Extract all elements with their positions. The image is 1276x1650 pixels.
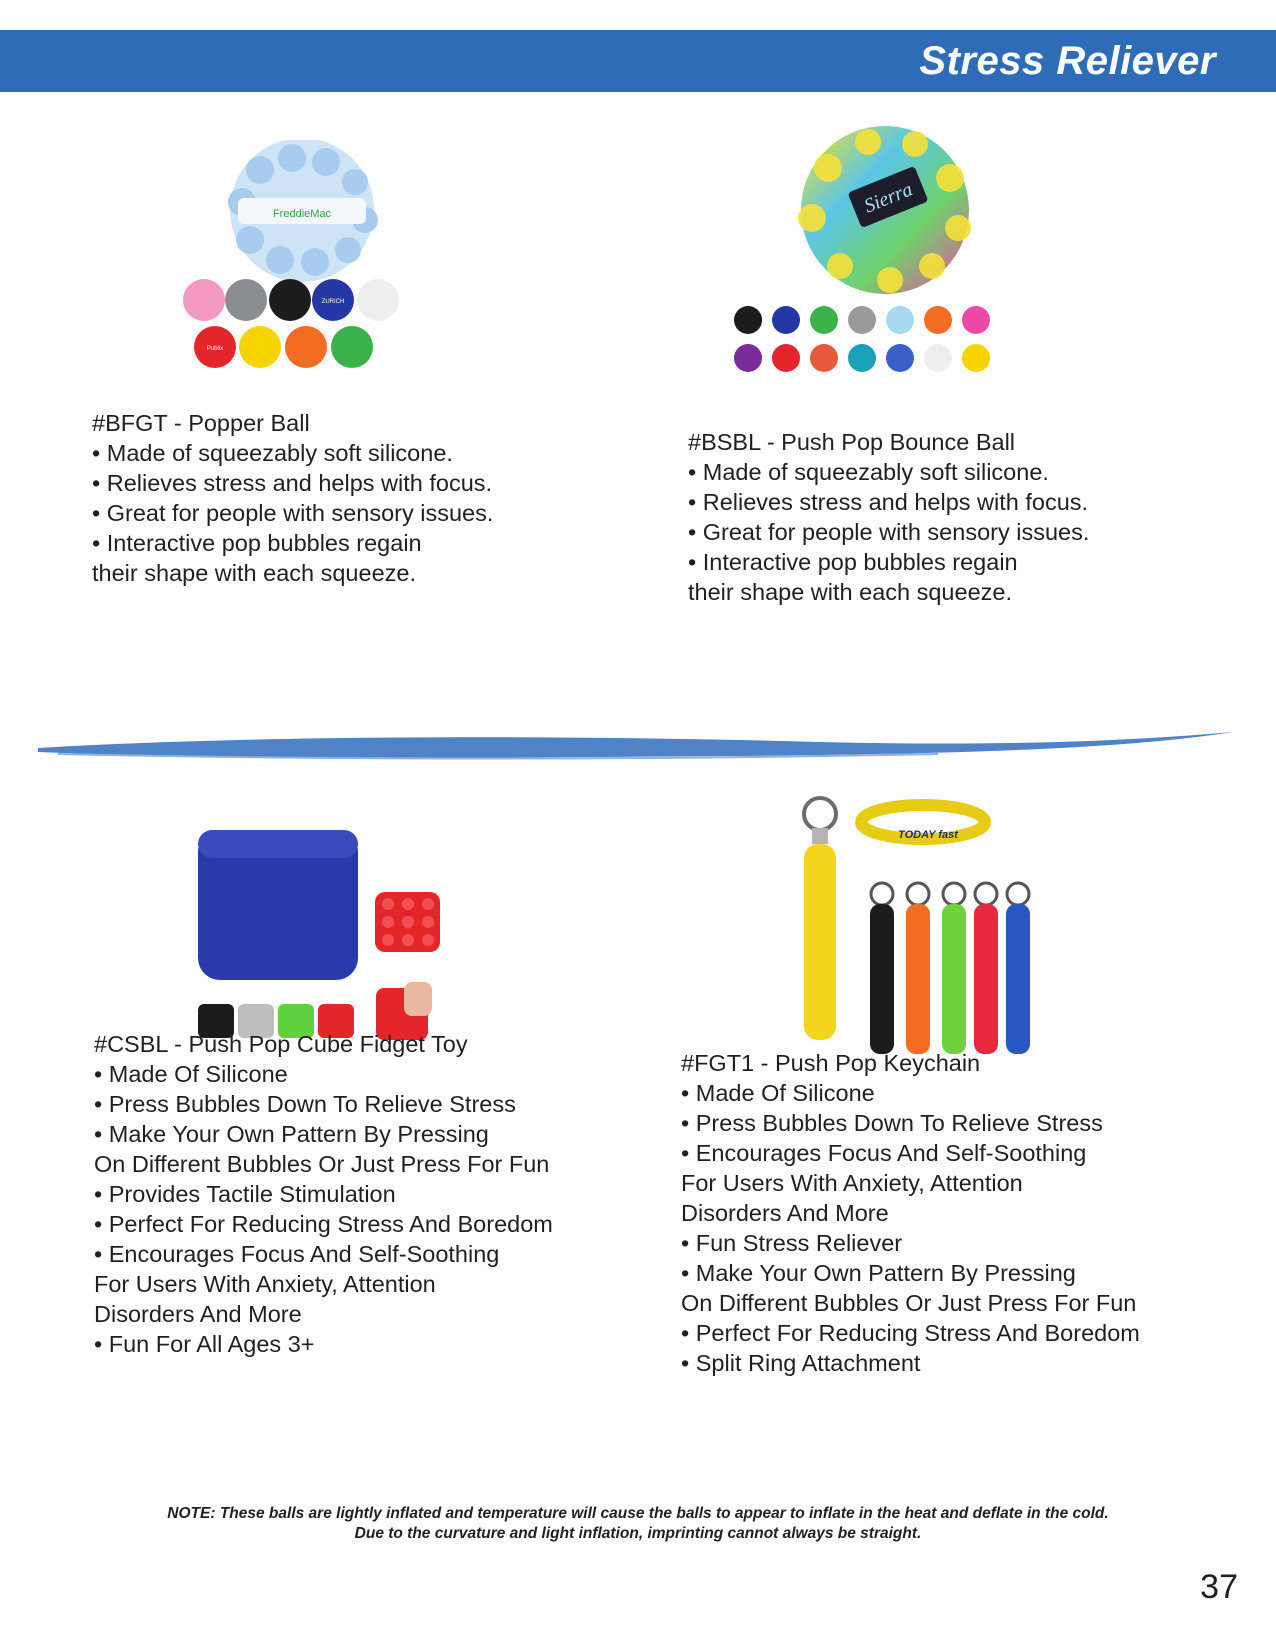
product-line: • Made Of Silicone [681, 1080, 875, 1106]
product-line: • Interactive pop bubbles regain [688, 549, 1018, 575]
product-line: #BFGT - Popper Ball [92, 410, 310, 436]
page-title: Stress Reliever [919, 39, 1216, 83]
product-line: • Made Of Silicone [94, 1061, 288, 1087]
product-line: • Interactive pop bubbles regain [92, 530, 422, 556]
product-line: • Relieves stress and helps with focus. [92, 470, 493, 496]
zurich-logo: ZURICH [321, 299, 345, 305]
product-bfgt-description [92, 408, 493, 588]
footnote-line-1: NOTE: These balls are lightly inflated and temperature will cause the balls to appear to inflate in the heat and deflate in the cold. [167, 1505, 1109, 1522]
product-line: • Press Bubbles Down To Relieve Stress [681, 1110, 1103, 1136]
product-line: • Made of squeezably soft silicone. [92, 440, 453, 466]
product-line: #FGT1 - Push Pop Keychain [681, 1050, 981, 1076]
product-line: • Encourages Focus And Self-Soothing [94, 1241, 500, 1267]
bounce-ball-colors [728, 300, 1008, 380]
todayfast-logo: TODAY fast [898, 829, 958, 841]
section-divider [38, 730, 1238, 770]
product-line: • Perfect For Reducing Stress And Boredom [681, 1320, 1140, 1346]
footnote-line-2: Due to the curvature and light inflation, imprinting cannot always be straight. [354, 1525, 922, 1542]
product-line: On Different Bubbles Or Just Press For Fun [681, 1290, 1137, 1316]
product-line: For Users With Anxiety, Attention [94, 1271, 436, 1297]
product-csbl-description [94, 1029, 553, 1359]
product-line: • Press Bubbles Down To Relieve Stress [94, 1091, 516, 1117]
page-number: 37 [1200, 1568, 1238, 1606]
product-line: • Great for people with sensory issues. [92, 500, 494, 526]
product-line: On Different Bubbles Or Just Press For Fun [94, 1151, 550, 1177]
product-line: Disorders And More [681, 1200, 889, 1226]
product-line: • Provides Tactile Stimulation [94, 1181, 396, 1207]
product-fgt1-description [681, 1048, 1140, 1378]
product-line: • Make Your Own Pattern By Pressing [94, 1121, 489, 1147]
product-line: their shape with each squeeze. [688, 579, 1012, 605]
product-line: Disorders And More [94, 1301, 302, 1327]
product-line: • Great for people with sensory issues. [688, 519, 1090, 545]
product-line: • Make Your Own Pattern By Pressing [681, 1260, 1076, 1286]
product-line: For Users With Anxiety, Attention [681, 1170, 1023, 1196]
product-line: #CSBL - Push Pop Cube Fidget Toy [94, 1031, 468, 1057]
product-line: #BSBL - Push Pop Bounce Ball [688, 429, 1016, 455]
sierra-logo: Sierra [861, 178, 916, 218]
product-line: • Encourages Focus And Self-Soothing [681, 1140, 1087, 1166]
product-line: • Perfect For Reducing Stress And Boredom [94, 1211, 553, 1237]
product-line: their shape with each squeeze. [92, 560, 416, 586]
popper-ball-image [180, 140, 430, 390]
product-line: • Fun Stress Reliever [681, 1230, 903, 1256]
keychain-image [798, 792, 1038, 1054]
publix-logo: Publix [206, 346, 224, 352]
product-line: • Made of squeezably soft silicone. [688, 459, 1049, 485]
footnote [0, 1504, 1276, 1544]
product-line: • Split Ring Attachment [681, 1350, 921, 1376]
header-bar [0, 30, 1276, 92]
product-bsbl-description [688, 427, 1089, 607]
freddiemac-logo: FreddieMac [272, 208, 332, 220]
cube-fidget-image [190, 820, 450, 1050]
product-line: • Relieves stress and helps with focus. [688, 489, 1089, 515]
product-line: • Fun For All Ages 3+ [94, 1331, 315, 1357]
